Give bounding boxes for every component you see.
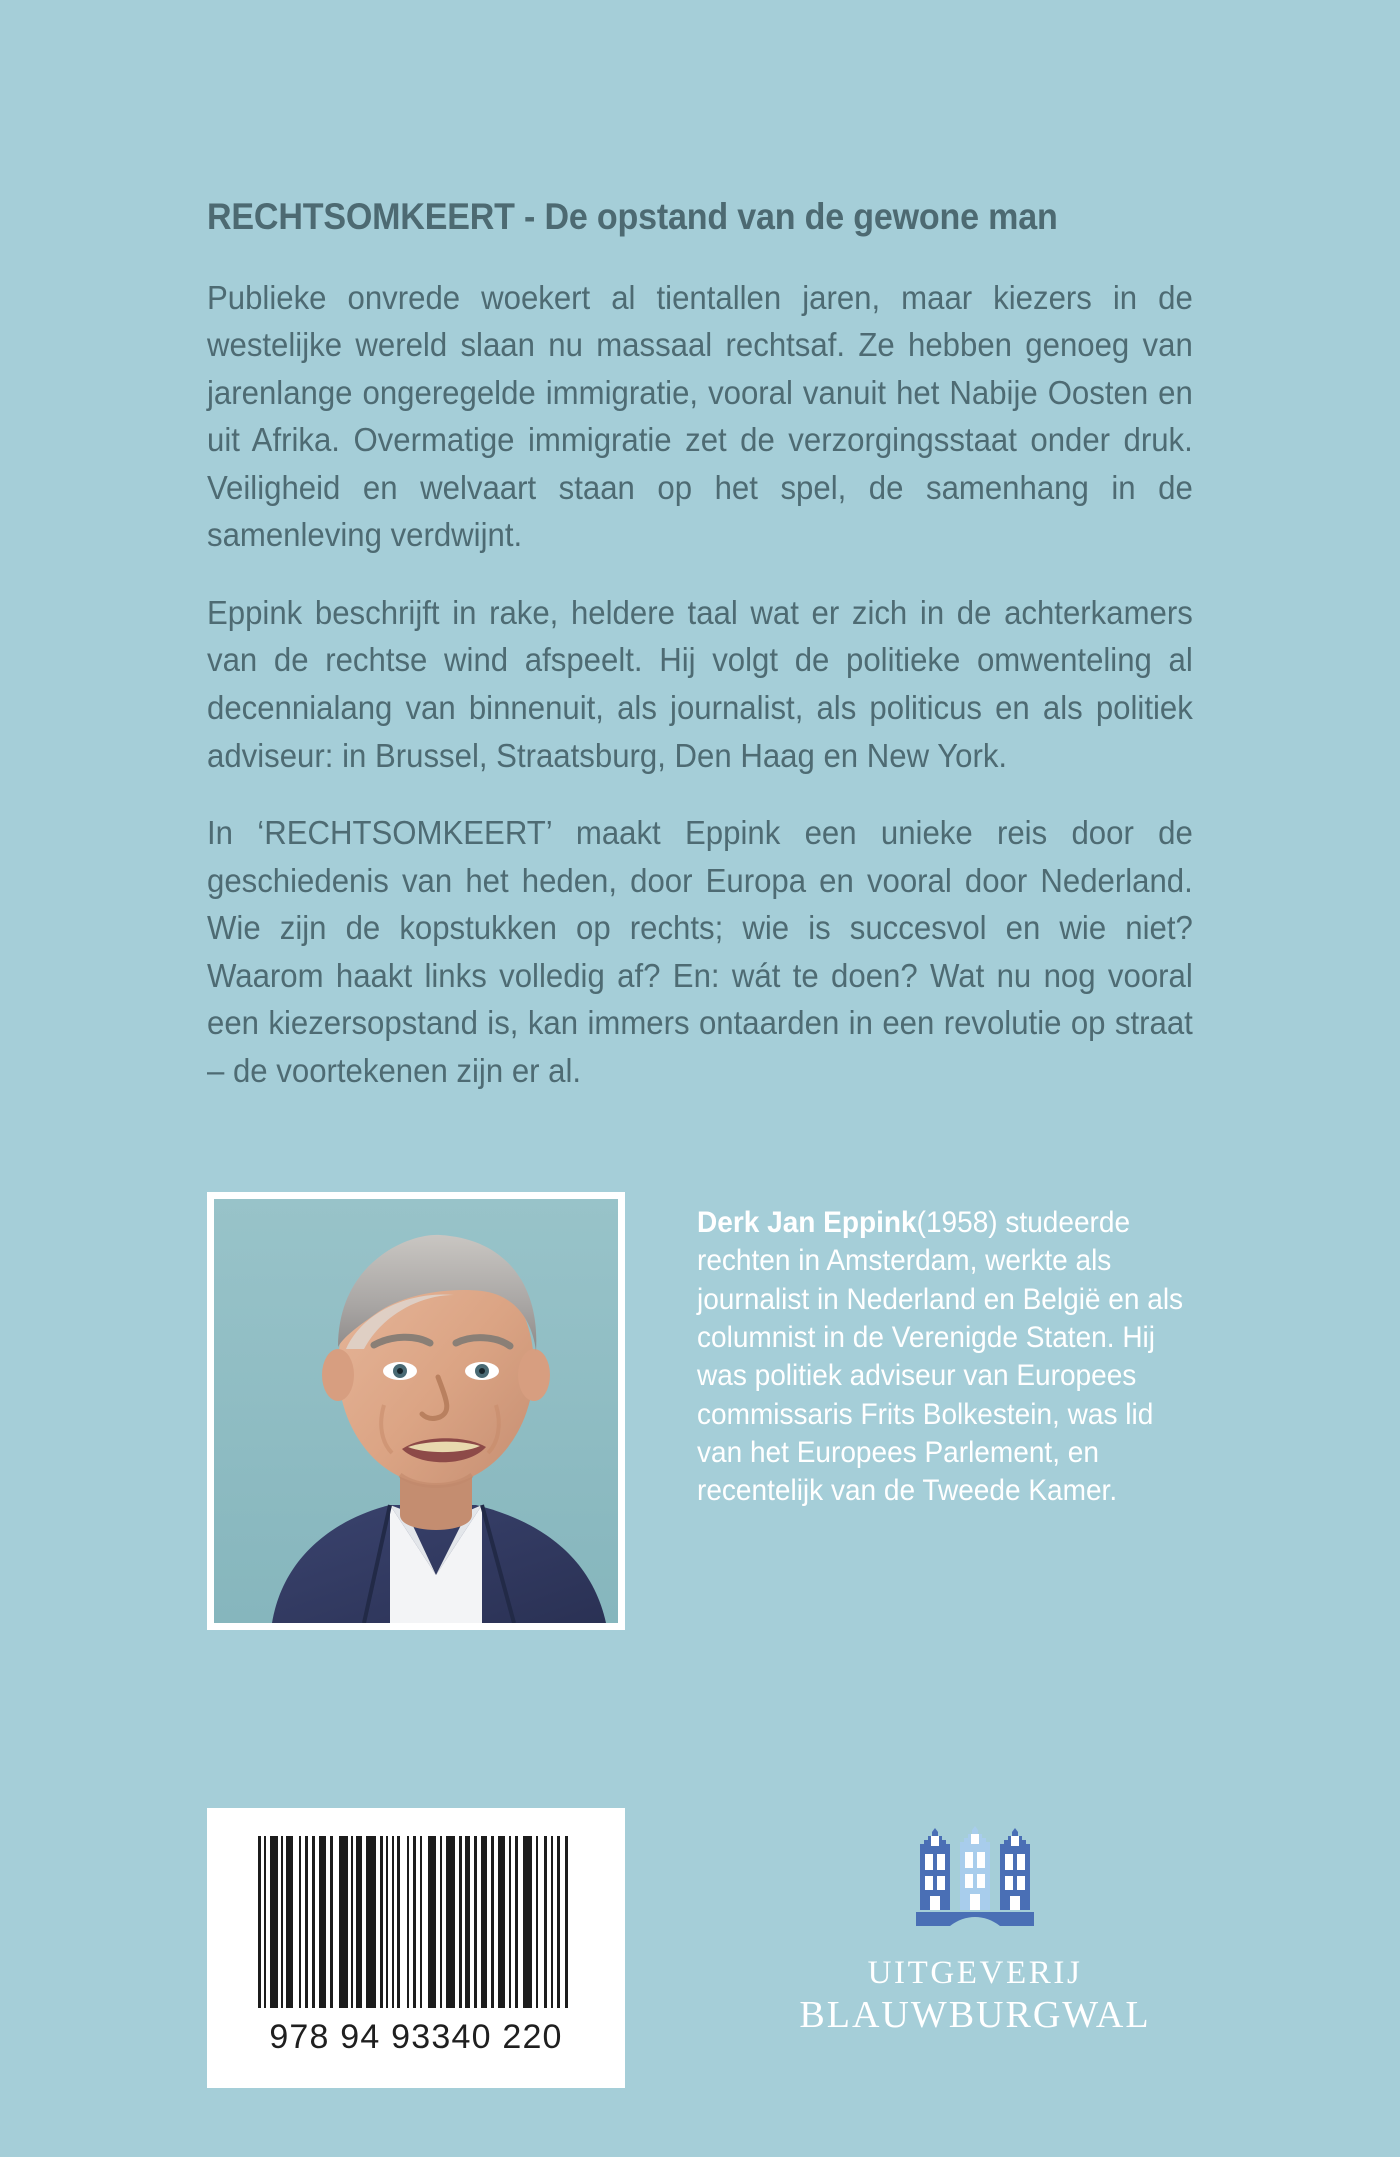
author-bio xyxy=(697,1204,1191,1511)
blurb-paragraph-2: Eppink beschrijft in rake, heldere taal wat er zich in de achterkamers van de rechtse wind afspeelt. Hij volgt de politieke omwenteling al decennialang van binnenuit, als journalist, als politicus en als politiek adviseur: in Brussel, Straatsburg, Den Haag en New York. xyxy=(207,594,1193,775)
isbn-number: 978 94 93340 220 xyxy=(269,2018,563,2056)
author-portrait-illustration xyxy=(214,1199,618,1623)
avatar xyxy=(214,1199,618,1623)
barcode-icon xyxy=(256,1836,576,2008)
canal-houses-logo-icon xyxy=(910,1806,1040,1932)
author-name: Derk Jan Eppink xyxy=(697,1206,917,1239)
publisher-line-2: BLAUWBURGWAL xyxy=(799,1993,1151,2036)
page-title: RECHTSOMKEERT - De opstand van de gewone man xyxy=(207,196,1058,237)
publisher-line-1: UITGEVERIJ xyxy=(867,1955,1083,1991)
isbn-barcode-block xyxy=(207,1808,625,2088)
author-bio-text: studeerde rechten in Amsterdam, werkte als journalist in Nederland en België en als columnist in de Verenigde Staten. Hij was politiek adviseur van Europees commissaris Frits Bolkestein, was lid van het Europees Parlement, en recentelijk van de Tweede Kamer. xyxy=(697,1206,1184,1508)
author-section xyxy=(207,1192,1193,1632)
blurb-column xyxy=(207,196,1193,1096)
author-photo-frame xyxy=(207,1192,625,1630)
publisher-name xyxy=(760,1954,1190,2038)
publisher-block xyxy=(760,1806,1190,2038)
blurb-paragraph-3: In ‘RECHTSOMKEERT’ maakt Eppink een unieke reis door de geschiedenis van het heden, door Europa en vooral door Nederland. Wie zijn de kopstukken op rechts; wie is succesvol en wie niet? Waarom haakt links volledig af? En: wát te doen? Wat nu nog vooral een kiezersopstand is, kan immers ontaarden in een revolutie op straat – de voortekenen zijn er al. xyxy=(207,815,1193,1090)
author-birth-year: (1958) xyxy=(916,1206,998,1239)
blurb-paragraph-1: Publieke onvrede woekert al tientallen jaren, maar kiezers in de westelijke wereld slaan nu massaal rechtsaf. Ze hebben genoeg van jarenlange ongeregelde immigratie, vooral vanuit het Nabije Oosten en uit Afrika. Overmatige immigratie zet de verzorgingsstaat onder druk. Veiligheid en welvaart staan op het spel, de samenhang in de samenleving verdwijnt. xyxy=(207,279,1193,555)
